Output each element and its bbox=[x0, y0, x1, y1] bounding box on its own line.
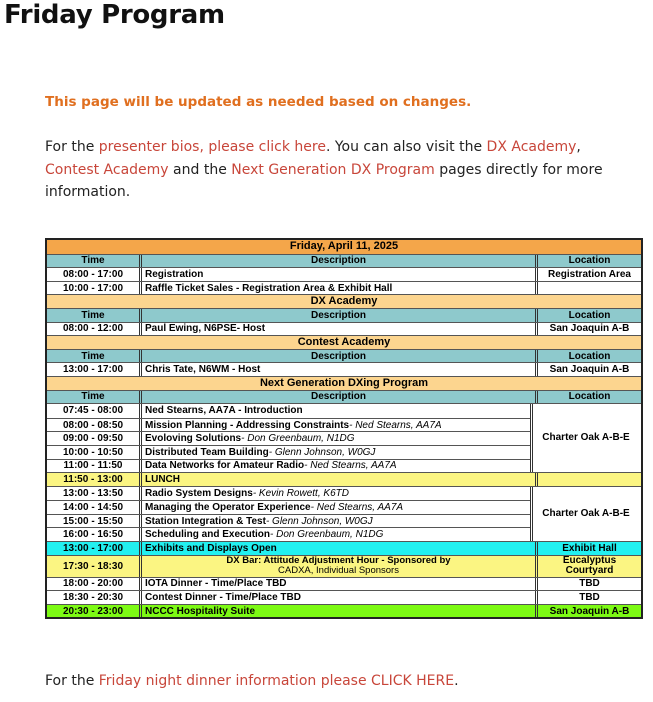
table-row bbox=[47, 527, 530, 541]
row-loc: TBD bbox=[535, 591, 641, 604]
row-desc: Raffle Ticket Sales - Registration Area & Exhibit Hall bbox=[139, 282, 535, 295]
nextgen-section-row bbox=[47, 376, 641, 390]
column-header-row bbox=[47, 308, 641, 322]
col-loc-header: Location bbox=[535, 350, 641, 363]
row-loc: Registration Area bbox=[535, 268, 641, 281]
dx-academy-link[interactable]: DX Academy bbox=[486, 139, 577, 155]
row-loc bbox=[535, 473, 641, 486]
page-title: Friday Program bbox=[4, 0, 225, 30]
session-title: Managing the Operator Experience bbox=[145, 502, 311, 514]
session-title: Mission Planning - Addressing Constraints bbox=[145, 419, 350, 431]
row-desc bbox=[139, 528, 530, 541]
next-gen-dx-link[interactable]: Next Generation DX Program bbox=[231, 161, 435, 178]
table-row bbox=[47, 590, 641, 604]
row-desc bbox=[139, 432, 530, 445]
session-title: Data Networks for Amateur Radio bbox=[145, 460, 305, 472]
row-loc: San Joaquin A-B bbox=[535, 323, 641, 336]
presenter-bios-link[interactable]: presenter bios, please click here bbox=[98, 139, 326, 155]
row-desc: Registration bbox=[139, 268, 535, 281]
row-time: 10:00 - 10:50 bbox=[62, 446, 124, 458]
col-desc-header: Description bbox=[139, 255, 535, 268]
footer-text-2: . bbox=[454, 673, 459, 689]
dx-academy-section-row bbox=[47, 294, 641, 308]
table-row bbox=[47, 577, 641, 591]
schedule-date-row bbox=[47, 240, 641, 254]
column-header-row bbox=[47, 254, 641, 268]
exhibits-row bbox=[47, 541, 641, 555]
session-speaker: - Ned Stearns, AA7A bbox=[310, 502, 404, 514]
row-loc: San Joaquin A-B bbox=[535, 605, 641, 618]
intro-text-5: pages directly for more information. bbox=[45, 161, 603, 200]
session-title: Scheduling and Execution bbox=[145, 529, 271, 541]
session-speaker: - Glenn Johnson, W0GJ bbox=[265, 515, 373, 527]
row-desc bbox=[139, 460, 530, 473]
table-row bbox=[47, 514, 530, 528]
row-desc bbox=[139, 404, 530, 418]
session-title: Station Integration & Test bbox=[145, 515, 266, 527]
row-desc: IOTA Dinner - Time/Place TBD bbox=[139, 578, 535, 591]
row-loc: Exhibit Hall bbox=[535, 542, 641, 555]
intro-paragraph bbox=[45, 136, 635, 204]
table-row bbox=[47, 418, 530, 432]
row-time: 08:00 - 08:50 bbox=[62, 419, 124, 431]
row-time: 08:00 - 12:00 bbox=[62, 323, 124, 335]
dxbar-desc-line2: CADXA, Individual Sponsors bbox=[278, 565, 399, 577]
table-row bbox=[47, 500, 530, 514]
nextgen-title: Next Generation DXing Program bbox=[259, 376, 429, 389]
dxbar-desc-line1: DX Bar: Attitude Adjustment Hour - Sponsored by bbox=[226, 555, 451, 567]
intro-text-3: , bbox=[576, 139, 581, 155]
schedule-table bbox=[45, 238, 643, 619]
row-desc: Paul Ewing, N6PSE- Host bbox=[139, 323, 535, 336]
row-loc: San Joaquin A-B bbox=[535, 363, 641, 376]
row-time: 11:50 - 13:00 bbox=[63, 473, 123, 485]
session-speaker: - Don Greenbaum, N1DG bbox=[241, 433, 355, 445]
lunch-row bbox=[47, 472, 641, 486]
table-row bbox=[47, 404, 530, 418]
footer-text-1: For the bbox=[45, 673, 99, 689]
table-row bbox=[47, 362, 641, 376]
contest-academy-title: Contest Academy bbox=[297, 336, 391, 348]
intro-text-2: . You can also visit the bbox=[325, 139, 487, 155]
row-time: 14:00 - 14:50 bbox=[62, 502, 124, 514]
col-loc-header: Location bbox=[535, 391, 641, 404]
update-notice: This page will be updated as needed based on changes. bbox=[45, 94, 472, 110]
row-time: 08:00 - 17:00 bbox=[62, 268, 124, 280]
row-desc bbox=[139, 556, 535, 577]
column-header-row bbox=[47, 390, 641, 404]
row-desc: Chris Tate, N6WM - Host bbox=[139, 363, 535, 376]
row-desc bbox=[139, 515, 530, 528]
col-time-header: Time bbox=[81, 255, 105, 267]
table-row bbox=[47, 487, 530, 501]
intro-text-1: For the bbox=[45, 139, 99, 155]
row-desc bbox=[139, 419, 530, 432]
column-header-row bbox=[47, 349, 641, 363]
session-title: Radio System Designs bbox=[145, 487, 253, 499]
intro-text-4: and the bbox=[168, 161, 232, 178]
row-desc: NCCC Hospitality Suite bbox=[139, 605, 535, 618]
col-loc-header: Location bbox=[535, 255, 641, 268]
nccc-row bbox=[47, 604, 641, 618]
session-speaker: - Ned Stearns, AA7A bbox=[349, 419, 442, 431]
row-loc bbox=[535, 282, 641, 295]
row-desc bbox=[139, 446, 530, 459]
morning-location: Charter Oak A-B-E bbox=[542, 432, 630, 444]
row-time: 13:00 - 17:00 bbox=[62, 542, 124, 554]
afternoon-location: Charter Oak A-B-E bbox=[542, 507, 630, 519]
row-time: 16:00 - 16:50 bbox=[62, 529, 124, 541]
session-title: Ned Stearns, AA7A - Introduction bbox=[145, 405, 303, 417]
contest-academy-section-row bbox=[47, 335, 641, 349]
row-time: 18:00 - 20:00 bbox=[62, 578, 124, 590]
row-loc: Eucalyptus Courtyard bbox=[535, 556, 641, 577]
row-time: 15:00 - 15:50 bbox=[62, 515, 124, 527]
row-time: 18:30 - 20:30 bbox=[62, 592, 124, 604]
col-time-header: Time bbox=[81, 309, 105, 321]
dx-academy-title: DX Academy bbox=[310, 295, 378, 308]
row-desc: Exhibits and Displays Open bbox=[139, 542, 535, 555]
table-row bbox=[47, 445, 530, 459]
row-desc bbox=[139, 501, 530, 514]
footer-paragraph bbox=[45, 673, 459, 689]
row-time: 13:00 - 17:00 bbox=[62, 364, 124, 376]
row-desc bbox=[139, 487, 530, 501]
session-speaker: - Glenn Johnson, W0GJ bbox=[268, 446, 376, 458]
session-speaker: - Ned Stearns, AA7A bbox=[304, 460, 397, 472]
row-loc: TBD bbox=[535, 578, 641, 591]
col-loc-header: Location bbox=[535, 309, 641, 322]
session-title: Evoloving Solutions bbox=[145, 433, 242, 445]
dinner-info-link[interactable]: Friday night dinner information please CLICK HERE bbox=[98, 673, 455, 689]
row-time: 20:30 - 23:00 bbox=[62, 605, 124, 617]
table-row bbox=[47, 322, 641, 336]
col-time-header: Time bbox=[81, 350, 105, 362]
session-speaker: - Kevin Rowett, K6TD bbox=[252, 487, 349, 499]
row-time: 07:45 - 08:00 bbox=[62, 405, 124, 417]
schedule-date: Friday, April 11, 2025 bbox=[289, 240, 399, 253]
col-desc-header: Description bbox=[139, 309, 535, 322]
table-row bbox=[47, 459, 530, 473]
col-desc-header: Description bbox=[139, 391, 535, 404]
session-title: Distributed Team Building bbox=[145, 446, 269, 458]
row-time: 09:00 - 09:50 bbox=[62, 433, 124, 445]
table-row bbox=[47, 431, 530, 445]
col-time-header: Time bbox=[81, 391, 105, 403]
session-speaker: - Don Greenbaum, N1DG bbox=[270, 529, 384, 541]
row-time: 17:30 - 18:30 bbox=[62, 560, 124, 572]
dx-bar-row bbox=[47, 555, 641, 577]
row-desc: LUNCH bbox=[139, 473, 535, 486]
row-time: 11:00 - 11:50 bbox=[63, 460, 123, 472]
table-row bbox=[47, 281, 641, 295]
col-desc-header: Description bbox=[139, 350, 535, 363]
contest-academy-link[interactable]: Contest Academy bbox=[45, 161, 169, 178]
row-desc: Contest Dinner - Time/Place TBD bbox=[139, 591, 535, 604]
row-time: 10:00 - 17:00 bbox=[62, 282, 124, 294]
table-row bbox=[47, 267, 641, 281]
row-time: 13:00 - 13:50 bbox=[62, 487, 124, 499]
nextgen-morning-block bbox=[47, 403, 641, 472]
nextgen-afternoon-block bbox=[47, 486, 641, 541]
